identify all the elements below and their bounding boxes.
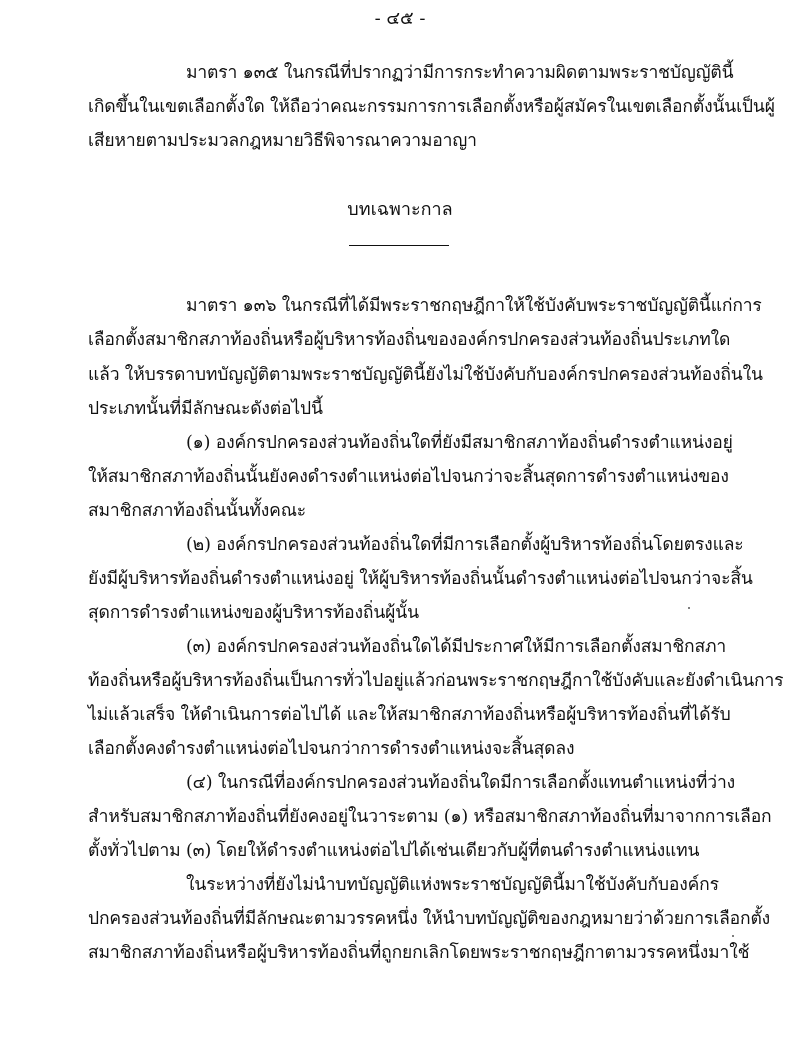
transitional-provisions-heading: บทเฉพาะกาล [347, 199, 453, 220]
section-136-line-4: ประเภทนั้นที่มีลักษณะดังต่อไปนี้ [88, 399, 323, 419]
heading-underline [349, 245, 449, 246]
clause-1-line-1: (๑) องค์กรปกครองส่วนท้องถิ่นใดที่ยังมีสมาชิกสภาท้องถิ่นดำรงตำแหน่งอยู่ [186, 433, 733, 453]
section-135-line-1: มาตรา ๑๓๕ ในกรณีที่ปรากฏว่ามีการกระทำความผิดตามพระราชบัญญัตินี้ [186, 63, 734, 83]
clause-4-line-1: (๔) ในกรณีที่องค์กรปกครองส่วนท้องถิ่นใดมีการเลือกตั้งแทนตำแหน่งที่ว่าง [186, 773, 736, 793]
section-136-line-2: เลือกตั้งสมาชิกสภาท้องถิ่นหรือผู้บริหารท้องถิ่นขององค์กรปกครองส่วนท้องถิ่นประเภทใด [88, 330, 731, 350]
scan-speck [732, 935, 734, 937]
section-135-line-3: เสียหายตามประมวลกฎหมายวิธีพิจารณาความอาญา [88, 131, 477, 151]
section-136-line-3: แล้ว ให้บรรดาบทบัญญัติตามพระราชบัญญัตินี้ยังไม่ใช้บังคับกับองค์กรปกครองส่วนท้องถิ่นใน [88, 365, 763, 385]
clause-3-line-3: ไม่แล้วเสร็จ ให้ดำเนินการต่อไปได้ และให้สมาชิกสภาท้องถิ่นหรือผู้บริหารท้องถิ่นที่ได้รับ [88, 705, 731, 725]
clause-4-line-2: สำหรับสมาชิกสภาท้องถิ่นที่ยังคงอยู่ในวาระตาม (๑) หรือสมาชิกสภาท้องถิ่นที่มาจากการเลือก [88, 807, 772, 827]
clause-3-line-4: เลือกตั้งคงดำรงตำแหน่งต่อไปจนกว่าการดำรงตำแหน่งจะสิ้นสุดลง [88, 739, 575, 759]
clause-2-line-1: (๒) องค์กรปกครองส่วนท้องถิ่นใดที่มีการเลือกตั้งผู้บริหารท้องถิ่นโดยตรงและ [186, 535, 744, 555]
paragraph-2-line-1: ในระหว่างที่ยังไม่นำบทบัญญัติแห่งพระราชบัญญัตินี้มาใช้บังคับกับองค์กร [186, 875, 719, 895]
section-136-line-1: มาตรา ๑๓๖ ในกรณีที่ได้มีพระราชกฤษฎีกาให้ใช้บังคับพระราชบัญญัตินี้แก่การ [186, 296, 762, 316]
clause-1-line-2: ให้สมาชิกสภาท้องถิ่นนั้นยังคงดำรงตำแหน่งต่อไปจนกว่าจะสิ้นสุดการดำรงตำแหน่งของ [88, 467, 729, 487]
scan-speck [688, 607, 690, 609]
clause-1-line-3: สมาชิกสภาท้องถิ่นนั้นทั้งคณะ [88, 501, 307, 521]
clause-2-line-3: สุดการดำรงตำแหน่งของผู้บริหารท้องถิ่นผู้นั้น [88, 603, 419, 623]
page-number: - ๔๕ - [374, 8, 426, 29]
clause-3-line-1: (๓) องค์กรปกครองส่วนท้องถิ่นใดได้มีประกาศให้มีการเลือกตั้งสมาชิกสภา [186, 637, 727, 657]
section-135-line-2: เกิดขึ้นในเขตเลือกตั้งใด ให้ถือว่าคณะกรรมการการเลือกตั้งหรือผู้สมัครในเขตเลือกตั้งนั้นเป็นผู้ [88, 97, 775, 117]
clause-4-line-3: ตั้งทั่วไปตาม (๓) โดยให้ดำรงตำแหน่งต่อไปได้เช่นเดียวกับผู้ที่ตนดำรงตำแหน่งแทน [88, 841, 700, 861]
clause-3-line-2: ท้องถิ่นหรือผู้บริหารท้องถิ่นเป็นการทั่วไปอยู่แล้วก่อนพระราชกฤษฎีกาใช้บังคับและยังดำเนินการ [88, 671, 784, 691]
paragraph-2-line-2: ปกครองส่วนท้องถิ่นที่มีลักษณะตามวรรคหนึ่ง ให้นำบทบัญญัติของกฎหมายว่าด้วยการเลือกตั้ง [88, 909, 771, 929]
paragraph-2-line-3: สมาชิกสภาท้องถิ่นหรือผู้บริหารท้องถิ่นที่ถูกยกเลิกโดยพระราชกฤษฎีกาตามวรรคหนึ่งมาใช้ [88, 943, 750, 963]
clause-2-line-2: ยังมีผู้บริหารท้องถิ่นดำรงตำแหน่งอยู่ ให้ผู้บริหารท้องถิ่นนั้นดำรงตำแหน่งต่อไปจนกว่าจะสิ้น [88, 569, 753, 589]
